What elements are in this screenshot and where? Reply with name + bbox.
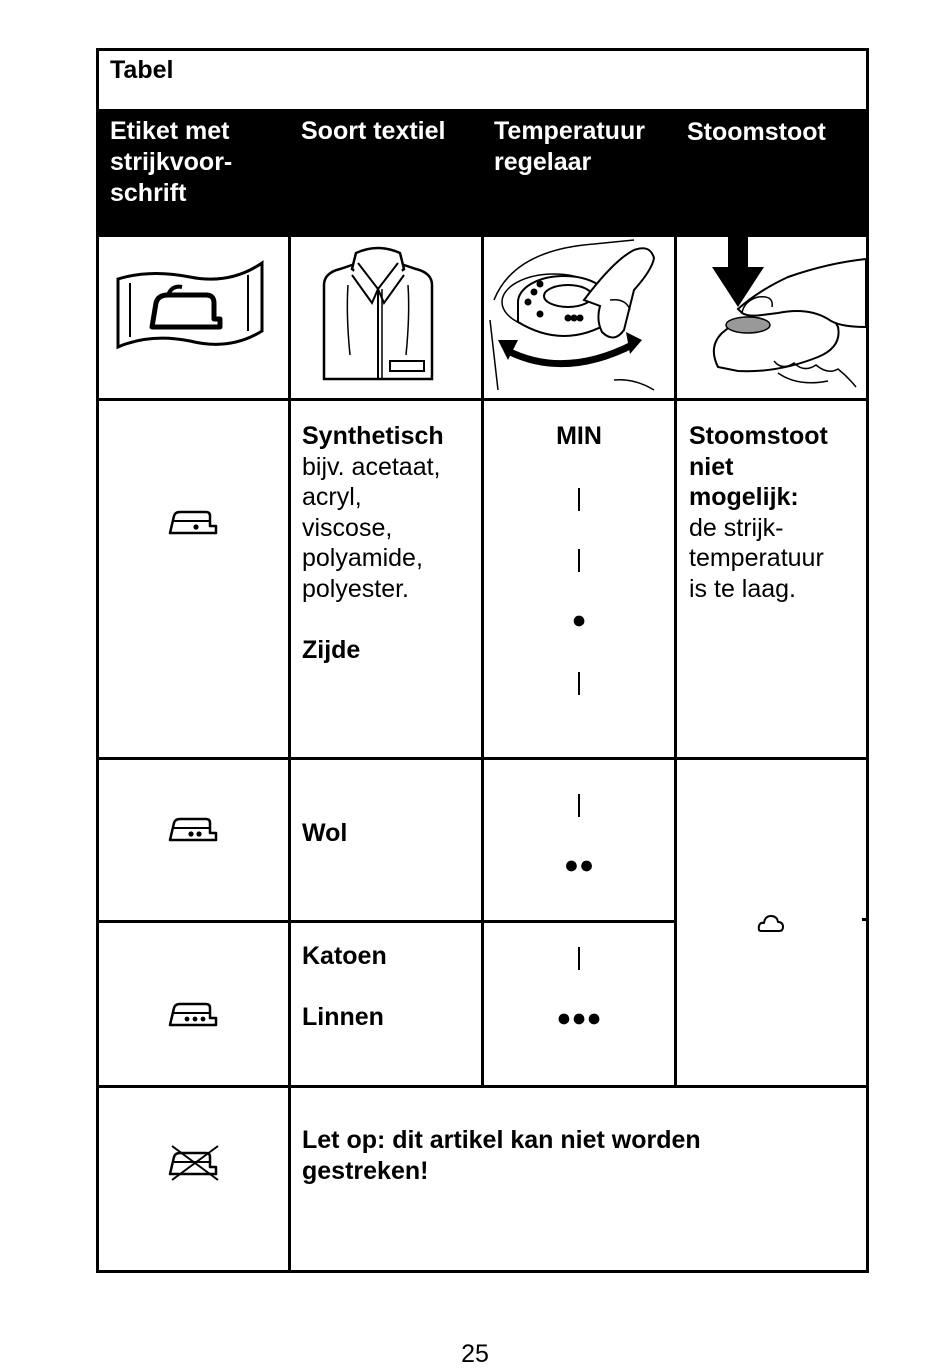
temp-mark: | bbox=[575, 545, 583, 573]
steam-cloud-icon bbox=[757, 913, 785, 935]
temp-min-label: MIN bbox=[556, 422, 602, 450]
steam-not-possible-text: Stoomstoot niet mogelijk: de strijk- temperatuur is te laag. bbox=[689, 422, 828, 603]
steam-burst-illustration bbox=[678, 237, 866, 397]
header-steam: Stoomstoot bbox=[687, 118, 826, 146]
temp-mark-two-dots: ●● bbox=[563, 851, 595, 879]
temp-mark-one-dot: ● bbox=[571, 606, 587, 634]
header-temperature: Temperatuur regelaar bbox=[494, 117, 645, 176]
iron-two-dots-icon bbox=[166, 815, 220, 843]
header-label: Etiket met strijkvoor- schrift bbox=[110, 117, 233, 207]
temp-mark: | bbox=[575, 668, 583, 696]
wool-text: Wol bbox=[302, 819, 348, 847]
page-number: 25 bbox=[461, 1340, 489, 1368]
temp-mark: | bbox=[575, 790, 583, 818]
temp-mark-three-dots: ●●● bbox=[556, 1004, 602, 1032]
temp-mark: | bbox=[575, 484, 583, 512]
cotton-text: Katoen Linnen bbox=[302, 942, 387, 1031]
shirt-illustration bbox=[318, 245, 438, 385]
temperature-dial-illustration bbox=[484, 240, 674, 398]
iron-three-dots-icon bbox=[166, 1000, 220, 1028]
iron-one-dot-icon bbox=[166, 508, 220, 536]
temp-mark: | bbox=[575, 943, 583, 971]
header-textile: Soort textiel bbox=[301, 117, 446, 145]
table-caption: Tabel bbox=[110, 56, 174, 84]
table-header bbox=[96, 109, 869, 237]
no-iron-note: Let op: dit artikel kan niet worden gestreken! bbox=[302, 1126, 701, 1185]
synthetic-text: Synthetisch bijv. acetaat, acryl, viscose, polyamide, polyester. Zijde bbox=[302, 422, 444, 664]
care-label-illustration bbox=[110, 255, 270, 355]
do-not-iron-icon bbox=[166, 1144, 222, 1182]
